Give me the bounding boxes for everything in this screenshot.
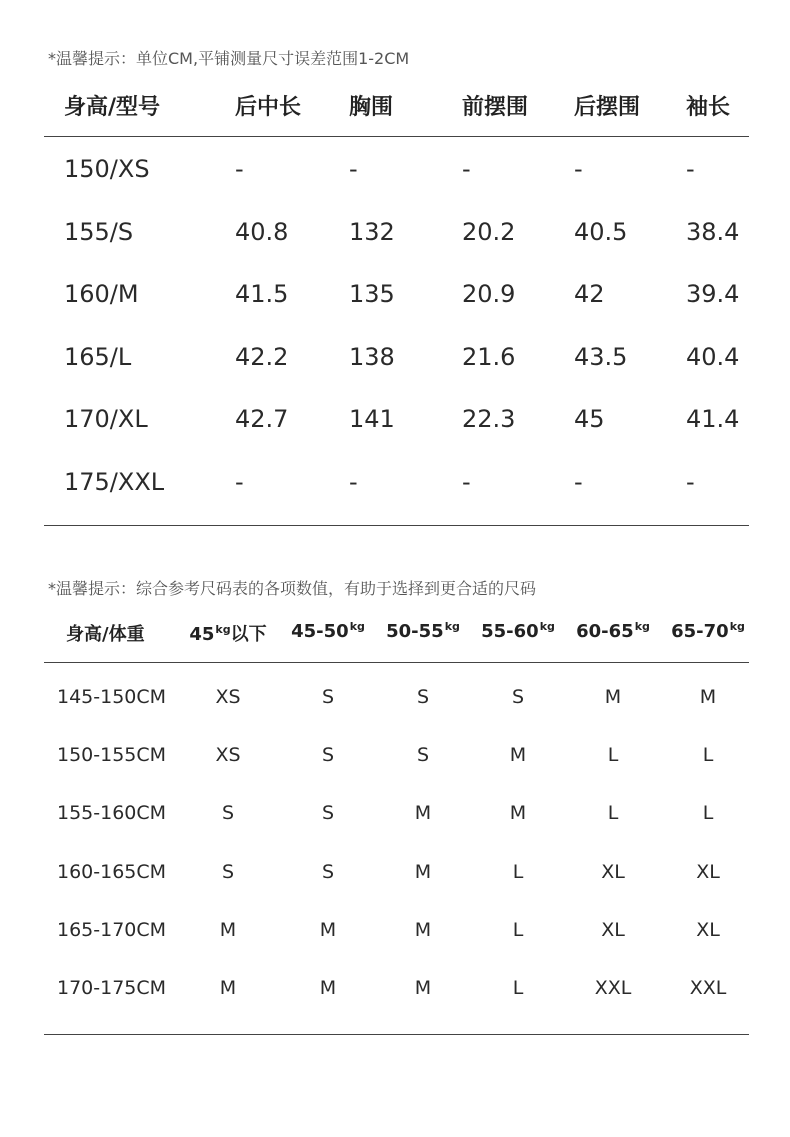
column-header xyxy=(471,620,565,644)
table-cell: S xyxy=(321,802,335,824)
table-cell: L xyxy=(702,802,714,824)
table-cell: L xyxy=(512,861,524,883)
table-cell: S xyxy=(321,744,335,766)
reference-note: *温馨提示：综合参考尺码表的各项数值，有助于选择到更合适的尺码 xyxy=(48,579,537,598)
table-cell: L xyxy=(607,802,619,824)
table-cell: - xyxy=(235,155,244,183)
table-cell: - xyxy=(349,155,358,183)
table-cell: 21.6 xyxy=(462,343,516,371)
table-cell: XS xyxy=(215,744,241,766)
table-cell: M xyxy=(319,977,337,999)
table-cell: M xyxy=(319,919,337,941)
table-cell: XXL xyxy=(689,977,727,999)
table-cell: M xyxy=(414,919,432,941)
row-label: 160-165CM xyxy=(57,861,167,883)
table-cell: S xyxy=(511,686,525,708)
table-cell: - xyxy=(235,468,244,496)
header-text: 45-50 xyxy=(291,621,349,642)
table-cell: 43.5 xyxy=(574,343,628,371)
row-label: 150/XS xyxy=(64,155,150,183)
column-header xyxy=(281,620,375,644)
table-cell: S xyxy=(321,861,335,883)
table-cell: 45 xyxy=(574,405,605,433)
table-cell: XL xyxy=(696,861,720,883)
table-cell: M xyxy=(219,919,237,941)
table-cell: - xyxy=(462,155,471,183)
unit-superscript: kg xyxy=(215,623,231,636)
column-header xyxy=(181,620,275,644)
table-cell: XL xyxy=(601,861,625,883)
table-cell: L xyxy=(512,919,524,941)
unit-superscript: kg xyxy=(349,620,365,633)
table-cell: 41.4 xyxy=(686,405,740,433)
table-cell: 42.7 xyxy=(235,405,289,433)
table-cell: - xyxy=(686,468,695,496)
column-header: 袖长 xyxy=(686,95,731,120)
header-text: 身高/体重 xyxy=(66,624,145,645)
header-text: 65-70 xyxy=(671,621,729,642)
table-bottom-divider xyxy=(44,1034,749,1035)
unit-superscript: kg xyxy=(444,620,460,633)
table-cell: XL xyxy=(696,919,720,941)
unit-superscript: kg xyxy=(539,620,555,633)
table-cell: 40.8 xyxy=(235,218,289,246)
column-header xyxy=(661,620,755,644)
table-cell: M xyxy=(509,802,527,824)
table-cell: 38.4 xyxy=(686,218,740,246)
table-cell: 40.4 xyxy=(686,343,740,371)
column-header: 身高/型号 xyxy=(64,95,161,120)
unit-superscript: kg xyxy=(634,620,650,633)
table-cell: - xyxy=(686,155,695,183)
table-cell: 138 xyxy=(349,343,395,371)
table-cell: S xyxy=(221,802,235,824)
row-label: 145-150CM xyxy=(57,686,167,708)
column-header xyxy=(66,620,145,644)
unit-superscript: kg xyxy=(729,620,745,633)
row-label: 175/XXL xyxy=(64,468,165,496)
table-cell: L xyxy=(607,744,619,766)
table-cell: M xyxy=(699,686,717,708)
table-cell: XL xyxy=(601,919,625,941)
header-text: 50-55 xyxy=(386,621,444,642)
table-cell: S xyxy=(221,861,235,883)
header-divider xyxy=(44,662,749,663)
table-cell: S xyxy=(416,744,430,766)
header-text: 60-65 xyxy=(576,621,634,642)
table-cell: - xyxy=(462,468,471,496)
row-label: 165/L xyxy=(64,343,132,371)
column-header xyxy=(566,620,660,644)
table-cell: 42.2 xyxy=(235,343,289,371)
table-cell: M xyxy=(604,686,622,708)
row-label: 155/S xyxy=(64,218,134,246)
table-cell: L xyxy=(702,744,714,766)
row-label: 170-175CM xyxy=(57,977,167,999)
header-text: 45 xyxy=(189,624,215,645)
table-cell: 135 xyxy=(349,280,395,308)
table-cell: S xyxy=(416,686,430,708)
table-bottom-divider xyxy=(44,525,749,526)
table-cell: - xyxy=(574,468,583,496)
column-header: 前摆围 xyxy=(462,95,529,120)
header-text: 55-60 xyxy=(481,621,539,642)
table-cell: - xyxy=(349,468,358,496)
table-cell: 20.2 xyxy=(462,218,516,246)
row-label: 155-160CM xyxy=(57,802,167,824)
table-cell: 42 xyxy=(574,280,605,308)
table-cell: 40.5 xyxy=(574,218,628,246)
table-cell: XS xyxy=(215,686,241,708)
column-header xyxy=(376,620,470,644)
column-header: 胸围 xyxy=(349,95,394,120)
table-cell: XXL xyxy=(594,977,632,999)
table-cell: 39.4 xyxy=(686,280,740,308)
table-cell: M xyxy=(414,802,432,824)
column-header: 后中长 xyxy=(235,95,302,120)
table-cell: 141 xyxy=(349,405,395,433)
measurement-note: *温馨提示：单位CM,平铺测量尺寸误差范围1-2CM xyxy=(48,49,410,68)
table-cell: M xyxy=(414,861,432,883)
row-label: 150-155CM xyxy=(57,744,167,766)
table-cell: 132 xyxy=(349,218,395,246)
table-cell: S xyxy=(321,686,335,708)
row-label: 165-170CM xyxy=(57,919,167,941)
column-header: 后摆围 xyxy=(574,95,641,120)
row-label: 170/XL xyxy=(64,405,148,433)
table-cell: 22.3 xyxy=(462,405,516,433)
header-suffix: 以下 xyxy=(230,624,267,645)
table-cell: M xyxy=(219,977,237,999)
table-cell: 41.5 xyxy=(235,280,289,308)
table-cell: 20.9 xyxy=(462,280,516,308)
table-cell: - xyxy=(574,155,583,183)
header-divider xyxy=(44,136,749,137)
row-label: 160/M xyxy=(64,280,139,308)
table-cell: L xyxy=(512,977,524,999)
table-cell: M xyxy=(414,977,432,999)
table-cell: M xyxy=(509,744,527,766)
